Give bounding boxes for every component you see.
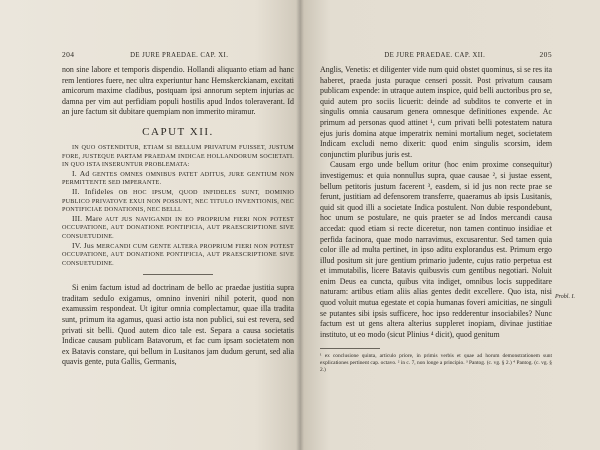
left-page-number: 204 (62, 50, 75, 59)
left-opening-paragraph: non sine labore et temporis dispendio. Hollandi aliquanto etiam ad hanc rem lentiores fuere, nec ultra experiuntur hanc Hemskerckianam, excitati amicorum maxime cladibus, postquam ipsi annorum septem injurias ac damna per vim aut perfidiam populi hostilis apud Indos toleraverant. Id an jure factum sit dubitare quempiam non immerito miramur. (62, 65, 294, 117)
right-paragraph-1: Anglis, Venetis: et diligenter vide num quid obstet quominus, si se res ita haberet, praeda justa puraque censeri possit. Post privatum causam publicam expende: in utraque autem inspice, quid belli auctoribus pro se, quid autem pro sociis licuerit: deinde ad subditos te converte et in singulis omnia causarum genera omnesque definitiones expende. Ac primum ad personas quod attinet ¹, cum privati belli potestatem natura ejus juris domina atque imperatrix nemini mortalium neget, societatem Indicam excludi nemo dixerit: quod enim singulis scorsim, idem conjunctim pluribus juris est. (320, 65, 552, 159)
book-gutter (296, 0, 304, 450)
left-body-paragraph: Si enim factum istud ad doctrinam de bello ac praedae justitia supra traditam seduIo exigamus, omnino inveniri nihil poterit, quod non examussim respondeat. Ut igitur omnia complectamur, quae illa tradita sunt, primum ita agamus, quasi actio ista non publici, sui est revera, sed privati sit belli. Quod autem dico tale est. Separa a causa societatis Indicae causam publicam Batavorum, et fac cum ipsam societatem non ex Batavis constare, qui bellum in Lusitanos jam dudum gerunt, sed alia quavis gente, puta Gallis, Germanis, (62, 283, 294, 367)
right-running-title: DE JURE PRAEDAE. CAP. XII. (384, 52, 486, 59)
left-running-title: DE JURE PRAEDAE. CAP. XI. (130, 52, 229, 59)
section-divider (143, 274, 213, 275)
right-paragraph-2: Causam ergo unde bellum oritur (hoc enim proxime consequitur) investigemus: et quia nonnullus supra, quae causae ², si justae essent, bellum petitoris justum facerent ³, easdem, si id jus non recte prae se ferunt, justitiam ad defensorem transferre, quaeramus ab ipsis Lusitanis, quid sit quod illi a societate Indica postulent. Non dubie respondebunt, hoc unum se postulare, ne quis praeter se ad Indos mercandi causa accedat: quod etiam si recte diceretur, non tamen continuo insidiae et perfida facinora, quae modo narravimus, excusarentur. Sed tamen quia color ille ad multa pertinet, in ipso aditu explorandus est. Primum ergo illud positum sit jure gentium primario judente, cujus ratio perpetua est et immutabilis, licere Batavis quibusvis cum gentibus negotiari. Noluit enim Deus ea cuncta, quibus vita indiget, omnibus locis suppeditare naturam: artibus etiam aliis alias gentes dedit excellere. Quo ista, nisi quod voluit mutua egestate et copia humanas foveri amicitias, ne singuli se putantes sibi ipsis sufficere, hoc ipso redderentur insociabiles? Nunc factum est ut gens altera alterius suppleret inopiam, divinae justitiae instituto, ut eo modo (sicut Plinius ⁴ dicit), quod genitum (320, 160, 552, 339)
problem-item: I. Ad GENTES OMNES OMNIBUS PATET ADITUS, JURE GENTIUM NON PERMITTENTE SED IMPERANTE. (62, 168, 294, 187)
right-page-number: 205 (539, 50, 552, 59)
margin-note: Probl. I. (555, 294, 575, 300)
problem-item: III. Mare AUT JUS NAVIGANDI IN EO PROPRIUM FIERI NON POTEST OCCUPATIONE, AUT DONATIONE PONTIFICIA, AUT PRAESCRIPTIONE SIVE CONSUETUDINE. (62, 213, 294, 240)
footnotes: ¹ ex conclusione quinta, articulo priore, in primis verbis et quae ad horum demonstrationem sunt explicationes pertinent cap. octavo. ² in c. 7, non longe a principio. ³ Pantog. (c. vg. § 2.) ⁴ Pantog. (c. vg. § 2.) (320, 353, 552, 374)
right-page-content (320, 50, 552, 374)
problem-item: II. Infideles OB HOC IPSUM, QUOD INFIDELES SUNT, DOMINIO PUBLICO PRIVATOVE EXUI NON POSSUNT, NEC TITULO INVENTIONIS, NEC PONTIFICIAE DONATIONIS, NEC BELLI. (62, 186, 294, 214)
left-running-head (62, 50, 294, 59)
problem-item: IV. Jus MERCANDI CUM GENTE ALTERA PROPRIUM FIERI NON POTEST OCCUPATIONE, AUT DONATIONE PONTIFICIA, AUT PRAESCRIPTIONE SIVE CONSUETUDINE. (62, 240, 295, 267)
left-page-content (62, 50, 294, 368)
right-page (300, 0, 600, 450)
chapter-title: CAPUT XII. (142, 125, 214, 138)
chapter-summary-intro: IN QUO OSTENDITUR, ETIAM SI BELLUM PRIVATUM FUISSET, JUSTUM FORE, JUSTEQUE PARTAM PRAEDAM INDICAE HOLLANDORUM SOCIETATI. IN QUO ISTA INSERUNTUR PROBLEMATA: (62, 143, 294, 169)
right-running-head (320, 50, 552, 59)
footnote-rule (320, 348, 380, 349)
